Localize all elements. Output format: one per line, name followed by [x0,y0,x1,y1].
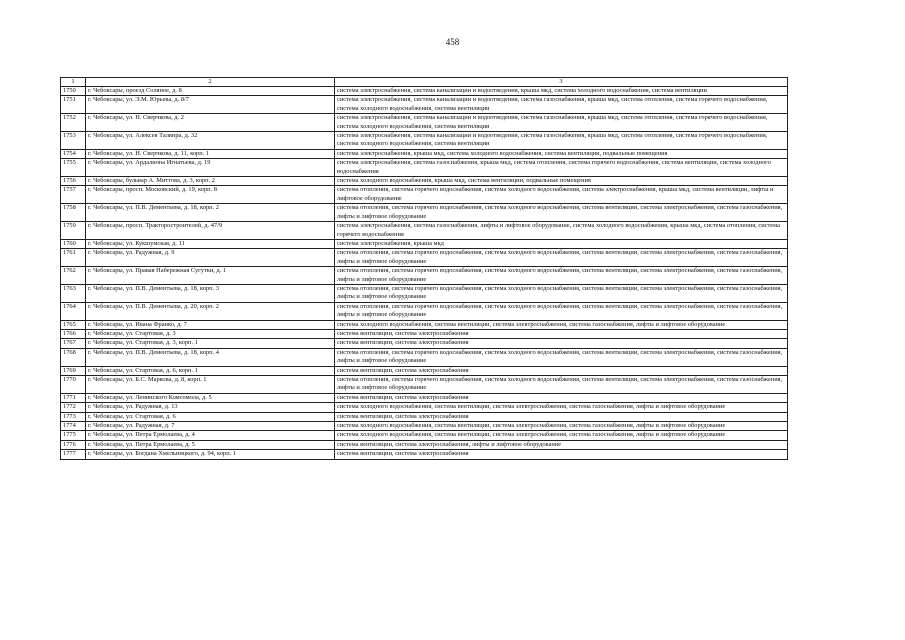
column-header-systems: 3 [335,78,788,87]
row-number-cell: 1775 [61,431,86,440]
table-row [61,366,788,375]
row-number-cell: 1772 [61,403,86,412]
table-row [61,96,788,114]
address-cell: г. Чебоксары, ул. Радужная, д. 9 [86,249,335,267]
table-row [61,302,788,320]
address-cell: г. Чебоксары, просп. Тракторостроителей, д. 47/9 [86,222,335,240]
table-row [61,132,788,150]
systems-cell: система электроснабжения, система газоснабжения, крыша мкд, система отопления, система горячего водоснабжения, система вентиляции, система холодного водоснабжения [335,159,788,177]
systems-cell: система электроснабжения, система газоснабжения, лифты и лифтовое оборудование, система холодного водоснабжения, крыша мкд, система отопления, система горячего водоснабжения [335,222,788,240]
row-number-cell: 1774 [61,422,86,431]
address-cell: г. Чебоксары, ул. Петра Ермолаева, д. 4 [86,431,335,440]
systems-cell: система вентиляции, система электроснабжения [335,412,788,421]
table-row [61,422,788,431]
systems-cell: система холодного водоснабжения, система вентиляции, система электроснабжения, система газоснабжения, лифты и лифтовое оборудование [335,403,788,412]
row-number-cell: 1758 [61,204,86,222]
row-number-cell: 1759 [61,222,86,240]
table-row [61,450,788,459]
systems-cell: система электроснабжения, система канализации и водоотведения, система газоснабжения, крыша мкд, система отопления, система горячего водоснабжения, система холодного водоснабжения, система вентиляции [335,132,788,150]
systems-cell: система электроснабжения, система канализации и водоотведения, крыша мкд, система холодного водоснабжения, система вентиляции [335,87,788,96]
row-number-cell: 1765 [61,320,86,329]
systems-cell: система отопления, система горячего водоснабжения, система холодного водоснабжения, система вентиляции, система электроснабжения, система газоснабжения, лифты и лифтовое оборудование [335,302,788,320]
row-number-cell: 1751 [61,96,86,114]
table-row [61,222,788,240]
address-cell: г. Чебоксары, ул. Ардалиона Игнатьева, д. 19 [86,159,335,177]
table-row [61,412,788,421]
row-number-cell: 1755 [61,159,86,177]
address-cell: г. Чебоксары, ул. Стартовая, д. 3 [86,329,335,338]
row-number-cell: 1757 [61,186,86,204]
systems-cell: система отопления, система горячего водоснабжения, система холодного водоснабжения, система вентиляции, система электроснабжения, система газоснабжения, лифты и лифтовое оборудование [335,249,788,267]
register-table [60,77,788,460]
table-row [61,431,788,440]
row-number-cell: 1768 [61,348,86,366]
table-header-row [61,78,788,87]
row-number-cell: 1750 [61,87,86,96]
systems-cell: система отопления, система горячего водоснабжения, система холодного водоснабжения, система электроснабжения, крыша мкд, система вентиляции, лифты и лифтовое оборудование [335,186,788,204]
table-row [61,239,788,248]
address-cell: г. Чебоксары, ул. Богдана Хмельницкого, д. 94, корп. 1 [86,450,335,459]
table-body [61,87,788,460]
table-row [61,320,788,329]
table-row [61,348,788,366]
row-number-cell: 1771 [61,393,86,402]
table-row [61,186,788,204]
address-cell: г. Чебоксары, ул. Н. Сверчкова, д. 11, корп. 1 [86,149,335,158]
row-number-cell: 1770 [61,376,86,394]
systems-cell: система холодного водоснабжения, система вентиляции, система электроснабжения, система газоснабжения, лифты и лифтовое оборудование [335,320,788,329]
systems-cell: система холодного водоснабжения, система вентиляции, система электроснабжения, система газоснабжения, лифты и лифтовое оборудование [335,431,788,440]
table-row [61,249,788,267]
address-cell: г. Чебоксары, ул. Радужная, д. 13 [86,403,335,412]
address-cell: г. Чебоксары, проезд Соляное, д. 8 [86,87,335,96]
row-number-cell: 1764 [61,302,86,320]
address-cell: г. Чебоксары, ул. Кукшумская, д. 11 [86,239,335,248]
address-cell: г. Чебоксары, ул. Радужная, д. 7 [86,422,335,431]
table-row [61,376,788,394]
address-cell: г. Чебоксары, ул. Э.М. Юрьева, д. 8/7 [86,96,335,114]
row-number-cell: 1752 [61,114,86,132]
systems-cell: система вентиляции, система электроснабжения [335,450,788,459]
table-row [61,204,788,222]
systems-cell: система холодного водоснабжения, крыша мкд, система вентиляции, подвальные помещения [335,177,788,186]
address-cell: г. Чебоксары, ул. Стартовая, д. 6 [86,412,335,421]
row-number-cell: 1777 [61,450,86,459]
systems-cell: система вентиляции, система электроснабжения [335,393,788,402]
row-number-cell: 1769 [61,366,86,375]
address-cell: г. Чебоксары, ул. Стартовая, д. 6, корп. 1 [86,366,335,375]
row-number-cell: 1762 [61,267,86,285]
address-cell: г. Чебоксары, ул. Стартовая, д. 3, корп. 1 [86,339,335,348]
row-number-cell: 1766 [61,329,86,338]
table-row [61,440,788,449]
address-cell: г. Чебоксары, ул. Петра Ермолаева, д. 5 [86,440,335,449]
systems-cell: система вентиляции, система электроснабжения, лифты и лифтовое оборудование [335,440,788,449]
address-cell: г. Чебоксары, ул. Н. Сверчкова, д. 2 [86,114,335,132]
address-cell: г. Чебоксары, ул. П.В. Дементьева, д. 18, корп. 2 [86,204,335,222]
address-cell: г. Чебоксары, ул. П.В. Дементьева, д. 20, корп. 2 [86,302,335,320]
row-number-cell: 1776 [61,440,86,449]
address-cell: г. Чебоксары, ул. Б.С. Маркова, д. 8, корп. 1 [86,376,335,394]
table-row [61,284,788,302]
address-cell: г. Чебоксары, ул. Ленинского Комсомола, д. 5 [86,393,335,402]
systems-cell: система отопления, система горячего водоснабжения, система холодного водоснабжения, система вентиляции, система электроснабжения, система газоснабжения, лифты и лифтовое оборудование [335,376,788,394]
systems-cell: система отопления, система горячего водоснабжения, система холодного водоснабжения, система вентиляции, система электроснабжения, система газоснабжения, лифты и лифтовое оборудование [335,204,788,222]
table-row [61,267,788,285]
address-cell: г. Чебоксары, ул. Алексея Талвира, д. 32 [86,132,335,150]
table-row [61,177,788,186]
row-number-cell: 1767 [61,339,86,348]
row-number-cell: 1773 [61,412,86,421]
row-number-cell: 1763 [61,284,86,302]
page-number: 458 [445,37,460,47]
systems-cell: система отопления, система горячего водоснабжения, система холодного водоснабжения, система вентиляции, система электроснабжения, система газоснабжения, лифты и лифтовое оборудование [335,284,788,302]
systems-cell: система электроснабжения, крыша мкд, система холодного водоснабжения, система вентиляции, подвальные помещения [335,149,788,158]
column-header-address: 2 [86,78,335,87]
address-cell: г. Чебоксары, ул. П.В. Дементьева, д. 18, корп. 3 [86,284,335,302]
systems-cell: система вентиляции, система электроснабжения [335,329,788,338]
systems-cell: система холодного водоснабжения, система вентиляции, система электроснабжения, система газоснабжения, лифты и лифтовое оборудование [335,422,788,431]
address-cell: г. Чебоксары, ул. Правая Набережная Сугутки, д. 1 [86,267,335,285]
systems-cell: система электроснабжения, система канализации и водоотведения, система газоснабжения, крыша мкд, система отопления, система горячего водоснабжения, система холодного водоснабжения, система вентиляции [335,96,788,114]
table-row [61,114,788,132]
row-number-cell: 1754 [61,149,86,158]
address-cell: г. Чебоксары, просп. Московский, д. 19, корп. 8 [86,186,335,204]
systems-cell: система электроснабжения, система канализации и водоотведения, система газоснабжения, крыша мкд, система отопления, система горячего водоснабжения, система холодного водоснабжения, система вентиляции [335,114,788,132]
systems-cell: система вентиляции, система электроснабжения [335,366,788,375]
table-row [61,329,788,338]
systems-cell: система отопления, система горячего водоснабжения, система холодного водоснабжения, система вентиляции, система электроснабжения, система газоснабжения, лифты и лифтовое оборудование [335,348,788,366]
address-cell: г. Чебоксары, ул. П.В. Дементьева, д. 18, корп. 4 [86,348,335,366]
column-header-number: 1 [61,78,86,87]
table-row [61,403,788,412]
table-row [61,159,788,177]
table-row [61,87,788,96]
address-cell: г. Чебоксары, бульвар А. Миттова, д. 3, корп. 2 [86,177,335,186]
row-number-cell: 1753 [61,132,86,150]
systems-cell: система отопления, система горячего водоснабжения, система холодного водоснабжения, система вентиляции, система электроснабжения, система газоснабжения, лифты и лифтовое оборудование [335,267,788,285]
row-number-cell: 1760 [61,239,86,248]
systems-cell: система электроснабжения, крыша мкд [335,239,788,248]
row-number-cell: 1756 [61,177,86,186]
address-cell: г. Чебоксары, ул. Ивана Франко, д. 7 [86,320,335,329]
row-number-cell: 1761 [61,249,86,267]
table-row [61,339,788,348]
systems-cell: система вентиляции, система электроснабжения [335,339,788,348]
table-row [61,149,788,158]
table-row [61,393,788,402]
